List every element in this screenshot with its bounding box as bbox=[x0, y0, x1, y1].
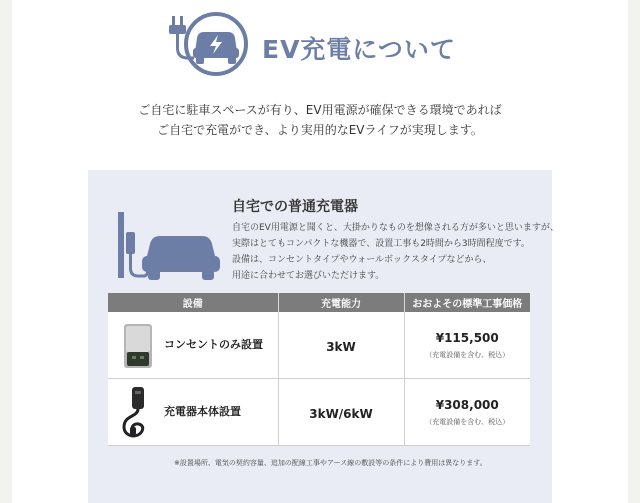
column-header-capacity: 充電能力 bbox=[278, 293, 404, 312]
equipment-table bbox=[108, 293, 530, 446]
footnote: ※設置場所、電気の契約容量、追加の配線工事やアース線の敷設等の条件により費用は異なります。 bbox=[174, 459, 487, 467]
price-note: （充電設備を含む、税込） bbox=[425, 417, 510, 426]
charger-and-car-icon bbox=[116, 210, 224, 282]
price-cell bbox=[404, 379, 530, 446]
equipment-name: コンセントのみ設置 bbox=[164, 338, 263, 351]
outlet-charger-icon bbox=[118, 318, 158, 374]
description-line: 実際はとてもコンパクトな機器で、設置工事も2時間から3時間程度です。 bbox=[232, 239, 530, 249]
equipment-name: 充電器本体設置 bbox=[164, 405, 241, 418]
price-cell bbox=[404, 312, 530, 379]
intro-line-2: ご自宅で充電ができ、より実用的なEVライフが実現します。 bbox=[157, 123, 483, 137]
capacity-cell bbox=[278, 379, 404, 446]
equipment-cell bbox=[108, 379, 278, 446]
intro-text bbox=[0, 100, 640, 140]
page-title: EV充電について bbox=[262, 35, 456, 64]
price-note: （充電設備を含む、税込） bbox=[425, 350, 510, 359]
table-row bbox=[108, 379, 530, 446]
description-line: 設備は、コンセントタイプやウォールボックスタイプなどから、 bbox=[232, 255, 492, 265]
description-line: 自宅のEV用電源と聞くと、大掛かりなものを想像される方が多いと思いますが、 bbox=[232, 223, 559, 233]
wallbox-charger-icon bbox=[118, 385, 158, 441]
table-row bbox=[108, 312, 530, 379]
intro-line-1: ご自宅に駐車スペースが有り、EV用電源が確保できる環境であれば bbox=[138, 103, 502, 117]
capacity-cell bbox=[278, 312, 404, 379]
section-heading: 自宅での普通充電器 bbox=[232, 199, 358, 215]
description-line: 用途に合わせてお選びいただけます。 bbox=[232, 271, 385, 281]
ev-plug-car-icon bbox=[166, 8, 250, 80]
equipment-cell bbox=[108, 312, 278, 379]
table-header-row bbox=[108, 293, 530, 312]
charging-capacity: 3kW bbox=[326, 339, 356, 354]
charging-capacity: 3kW/6kW bbox=[309, 406, 373, 421]
price-value: ¥115,500 bbox=[435, 330, 499, 345]
column-header-equipment: 設備 bbox=[108, 293, 278, 312]
section-description bbox=[232, 220, 559, 284]
column-header-price: おおよその標準工事価格 bbox=[404, 293, 530, 312]
price-value: ¥308,000 bbox=[435, 397, 499, 412]
